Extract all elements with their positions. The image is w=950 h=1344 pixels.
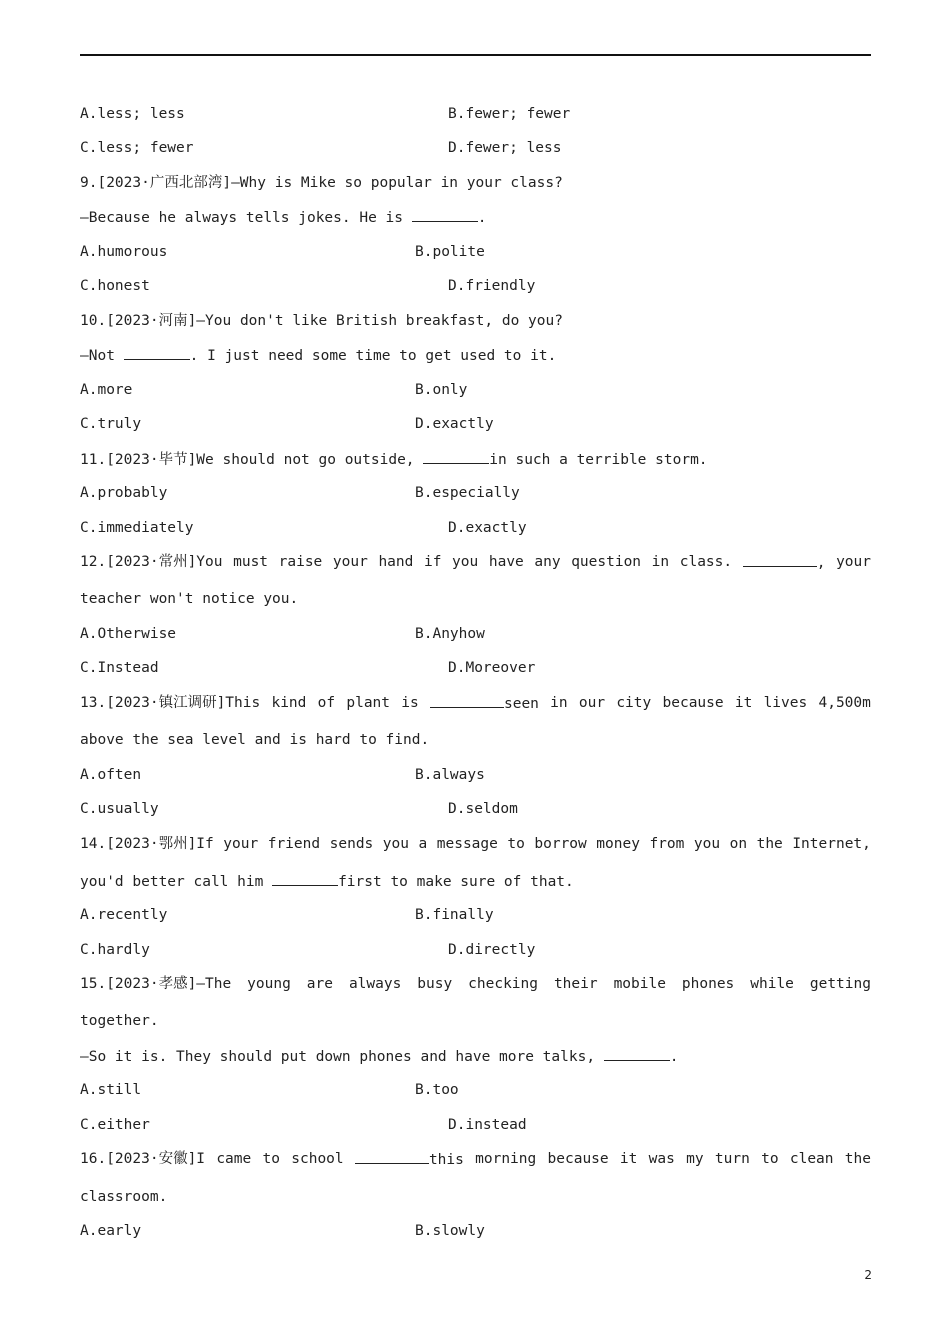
answer-blank: [743, 552, 817, 567]
answer-blank: [355, 1149, 429, 1164]
word: because: [662, 695, 724, 711]
word: plant: [346, 695, 391, 711]
q8-option-c: C.less; fewer: [80, 140, 194, 156]
word: sends: [329, 836, 374, 852]
q9-stem: 9.[2023·广西北部湾]—Why is Mike so popular in your class?: [80, 175, 563, 191]
word: are: [306, 976, 333, 992]
blank-group: [355, 1149, 464, 1170]
q10-line2-text: —Not: [80, 348, 124, 364]
word: it: [734, 695, 753, 711]
word: from: [649, 836, 685, 852]
blank-group: [743, 552, 826, 573]
page-number: 2: [864, 1268, 872, 1282]
word: city: [616, 695, 652, 711]
word: this: [428, 1152, 464, 1168]
q12-line2: teacher won't notice you.: [80, 591, 299, 607]
q11-stem-text: 11.[2023·毕节]We should not go outside,: [80, 452, 424, 468]
word: it: [619, 1151, 638, 1167]
q15-option-d: D.instead: [448, 1117, 527, 1133]
q14-line2-end: first to make sure of that.: [338, 874, 574, 890]
word: their: [553, 976, 598, 992]
q12-option-d: D.Moreover: [448, 660, 536, 676]
word: school: [291, 1151, 344, 1167]
q10-line2-end: . I just need some time to get used to it.: [189, 348, 557, 364]
q13-stem: [80, 693, 871, 714]
word: your: [223, 836, 259, 852]
q10-stem: 10.[2023·河南]—You don't like British breakfast, do you?: [80, 313, 563, 329]
word: while: [750, 976, 794, 992]
word: is: [401, 695, 419, 711]
q15-line2: together.: [80, 1013, 159, 1029]
q10-line2: [80, 345, 556, 366]
q9-line2-text: —Because he always tells jokes. He is: [80, 210, 412, 226]
word: because: [547, 1151, 609, 1167]
word: to: [507, 836, 525, 852]
word: money: [596, 836, 640, 852]
word: a: [418, 836, 428, 852]
word: seen: [503, 696, 539, 712]
q15-option-b: B.too: [415, 1082, 459, 1098]
word: in: [550, 695, 568, 711]
word: your: [836, 554, 871, 570]
word: the: [756, 836, 783, 852]
q9-line2: [80, 207, 486, 228]
word: phones: [681, 976, 735, 992]
word: to: [761, 1151, 779, 1167]
word: class.: [679, 554, 733, 570]
q8-option-b: B.fewer; fewer: [448, 106, 571, 122]
answer-blank: [604, 1046, 670, 1061]
answer-blank: [412, 207, 478, 222]
word: busy: [417, 976, 453, 992]
q9-option-d: D.friendly: [448, 278, 536, 294]
q8-option-a: A.less; less: [80, 106, 185, 122]
q12-option-b: B.Anyhow: [415, 626, 485, 642]
q13-option-a: A.often: [80, 767, 142, 783]
q16-line2: classroom.: [80, 1189, 168, 1205]
word: you: [382, 836, 409, 852]
word: on: [729, 836, 748, 852]
q11-option-c: C.immediately: [80, 520, 194, 536]
word: you: [452, 554, 479, 570]
word: to: [262, 1151, 280, 1167]
word: young: [247, 976, 291, 992]
word: my: [686, 1151, 704, 1167]
q13-option-b: B.always: [415, 767, 485, 783]
word: 4,500m: [818, 695, 871, 711]
word: checking: [468, 976, 538, 992]
blank-group: [430, 693, 539, 714]
word: our: [578, 695, 606, 711]
q10-option-a: A.more: [80, 382, 133, 398]
word: the: [844, 1151, 871, 1167]
q9-line2-end: .: [477, 210, 487, 226]
q12-stem: [80, 552, 871, 573]
word: Internet,: [792, 836, 871, 852]
q14-line2: [80, 871, 574, 892]
word: question: [571, 554, 642, 570]
word: clean: [789, 1151, 834, 1167]
q15-line3-end: .: [669, 1049, 679, 1065]
q13-option-d: D.seldom: [448, 801, 518, 817]
word: morning: [475, 1151, 537, 1167]
word: turn: [714, 1151, 750, 1167]
word: 14.[2023·鄂州]If: [80, 836, 214, 852]
word: of: [317, 695, 336, 711]
word: hand: [378, 554, 414, 570]
q15-stem: [80, 974, 871, 994]
q14-option-c: C.hardly: [80, 942, 150, 958]
word: 12.[2023·常州]You: [80, 554, 223, 570]
q12-option-a: A.Otherwise: [80, 626, 177, 642]
q13-option-c: C.usually: [80, 801, 159, 817]
q11-option-b: B.especially: [415, 485, 520, 501]
q11-stem-end: in such a terrible storm.: [489, 452, 708, 468]
q15-line3-text: —So it is. They should put down phones and have more talks,: [80, 1049, 604, 1065]
q11-option-d: D.exactly: [448, 520, 527, 536]
q10-option-d: D.exactly: [415, 416, 494, 432]
answer-blank: [430, 693, 504, 708]
q8-option-d: D.fewer; less: [448, 140, 562, 156]
q14-option-a: A.recently: [80, 907, 168, 923]
word: friend: [267, 836, 321, 852]
q15-option-a: A.still: [80, 1082, 142, 1098]
answer-blank: [272, 871, 338, 886]
q13-line2: above the sea level and is hard to find.: [80, 732, 430, 748]
answer-blank: [423, 449, 489, 464]
q14-option-d: D.directly: [448, 942, 536, 958]
word: ,: [816, 555, 826, 571]
word: borrow: [534, 836, 587, 852]
word: came: [216, 1151, 252, 1167]
word: message: [436, 836, 498, 852]
q11-stem: [80, 449, 708, 470]
word: kind: [271, 695, 307, 711]
word: always: [348, 976, 402, 992]
word: if: [423, 554, 442, 570]
q12-option-c: C.Instead: [80, 660, 159, 676]
word: your: [332, 554, 368, 570]
word: getting: [809, 976, 871, 992]
word: you: [693, 836, 721, 852]
q14-stem: [80, 834, 871, 854]
word: in: [651, 554, 670, 570]
q9-option-c: C.honest: [80, 278, 150, 294]
q16-option-b: B.slowly: [415, 1223, 485, 1239]
header-rule: [80, 54, 871, 56]
answer-blank: [124, 345, 190, 360]
word: was: [648, 1151, 675, 1167]
q9-option-a: A.humorous: [80, 244, 168, 260]
q15-line3: [80, 1046, 679, 1067]
q15-option-c: C.either: [80, 1117, 150, 1133]
word: any: [534, 554, 561, 570]
word: 13.[2023·镇江调研]This: [80, 695, 261, 711]
word: have: [488, 554, 524, 570]
q10-option-b: B.only: [415, 382, 468, 398]
word: lives: [763, 695, 808, 711]
word: 16.[2023·安徽]I: [80, 1151, 206, 1167]
q9-option-b: B.polite: [415, 244, 485, 260]
q11-option-a: A.probably: [80, 485, 168, 501]
q16-stem: [80, 1149, 871, 1170]
word: must: [233, 554, 269, 570]
word: mobile: [613, 976, 666, 992]
q10-option-c: C.truly: [80, 416, 142, 432]
q14-option-b: B.finally: [415, 907, 494, 923]
word: 15.[2023·孝感]—The: [80, 976, 232, 992]
q16-option-a: A.early: [80, 1223, 142, 1239]
q14-line2-text: you'd better call him: [80, 874, 273, 890]
word: raise: [278, 554, 323, 570]
